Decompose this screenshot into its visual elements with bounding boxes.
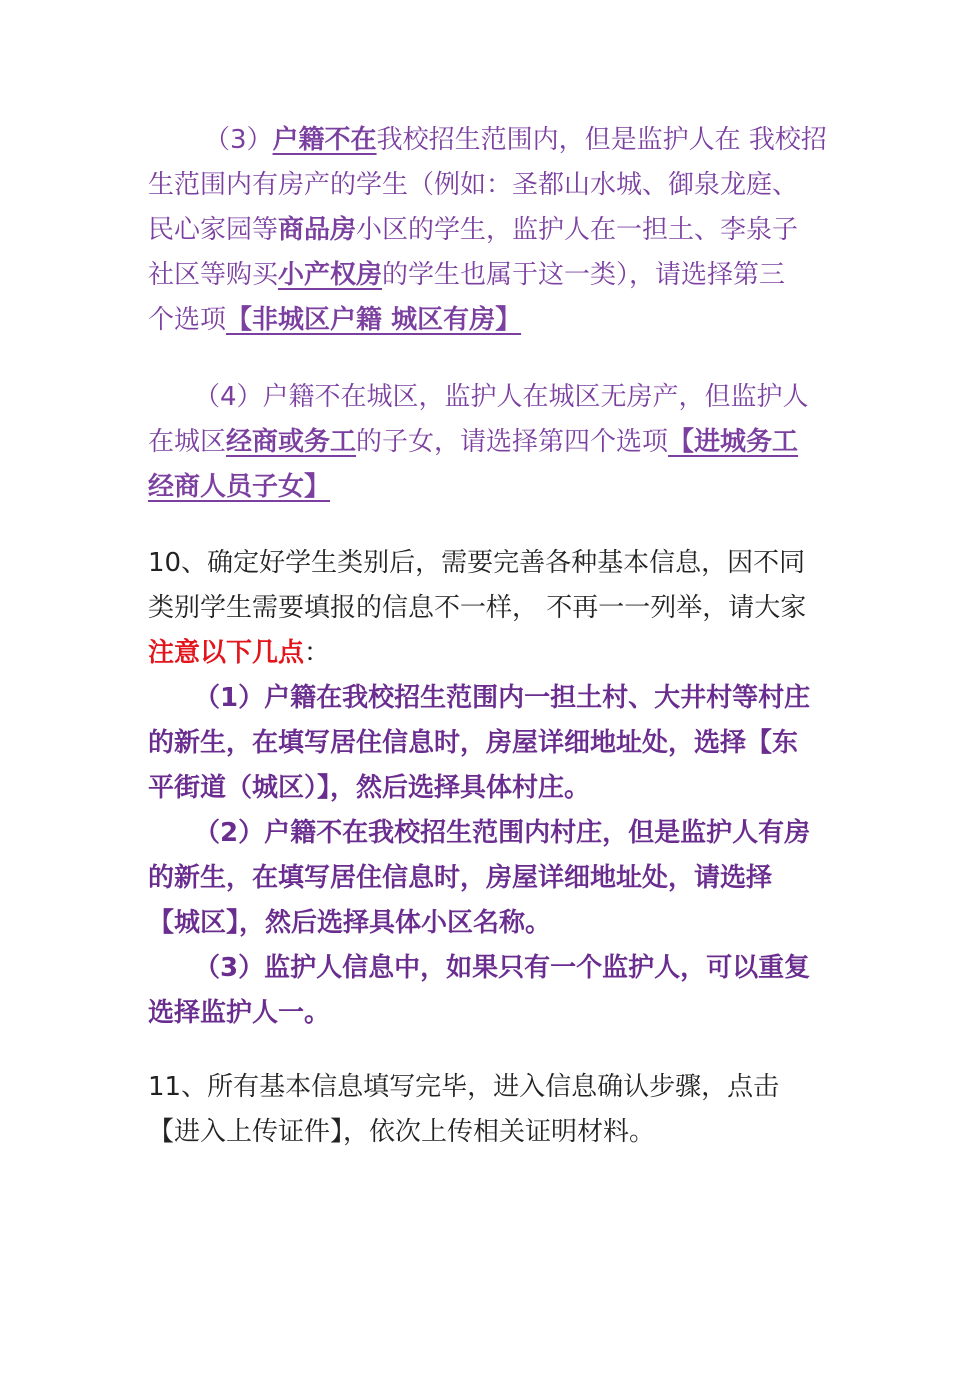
text-run: 个选项 [148,305,227,335]
step-10 [148,541,838,1036]
text-line [148,298,838,343]
text-line [148,208,838,253]
text-line [148,118,838,163]
text-line [148,420,838,465]
emphasis-text: 小产权房 [278,260,383,290]
text-run: 社区等购买 [148,260,279,290]
text-line: 的新生，在填写居住信息时，房屋详细地址处，请选择 [148,863,773,893]
text-line: 类别学生需要填报的信息不一样， 不再一一列举，请大家 [148,593,807,623]
text-line: 11、所有基本信息填写完毕，进入信息确认步骤，点击 [148,1072,780,1102]
text-line: 生范围内有房产的学生（例如：圣都山水城、御泉龙庭、 [148,170,799,200]
text-line: 【城区】，然后选择具体小区名称。 [148,908,552,938]
notice-heading: 注意以下几点 [148,638,305,668]
text-line [148,631,838,676]
text-run: 我校招生范围内，但是监护人在 我校招 [376,125,827,155]
text-line: 【进入上传证件】，依次上传相关证明材料。 [148,1117,656,1147]
text-run: 的子女，请选择第四个选项 [356,427,669,457]
text-run: ： [304,638,331,668]
text-run: 小区的学生，监护人在一担土、李泉子 [356,215,799,245]
notice-point-1: （1）户籍在我校招生范围内一担土村、大井村等村庄 [194,683,811,713]
text-line: 选择监护人一。 [148,998,331,1028]
text-line: （4）户籍不在城区，监护人在城区无房产，但监护人 [194,382,809,412]
text-run: （3） [204,125,273,155]
paragraph-option-4 [148,375,838,510]
text-line [148,253,838,298]
option-label: 【进城务工 [668,427,799,457]
notice-point-3: （3）监护人信息中，如果只有一个监护人，可以重复 [194,953,811,983]
step-11 [148,1065,838,1155]
emphasis-text: 户籍不在 [272,125,377,155]
text-line: 平街道（城区）】，然后选择具体村庄。 [148,773,591,803]
emphasis-text: 商品房 [278,215,357,245]
text-line: 10、确定好学生类别后，需要完善各种基本信息，因不同 [148,548,806,578]
text-run: 在城区 [148,427,227,457]
emphasis-text: 经商或务工 [226,427,357,457]
text-line: 的新生，在填写居住信息时，房屋详细地址处，选择【东 [148,728,799,758]
notice-point-2: （2）户籍不在我校招生范围内村庄，但是监护人有房 [194,818,811,848]
paragraph-option-3 [148,118,838,343]
option-label: 【非城区户籍 城区有房】 [226,305,522,335]
option-label-continued: 经商人员子女】 [148,472,331,502]
text-run: 的学生也属于这一类），请选择第三 [382,260,786,290]
text-run: 民心家园等 [148,215,279,245]
